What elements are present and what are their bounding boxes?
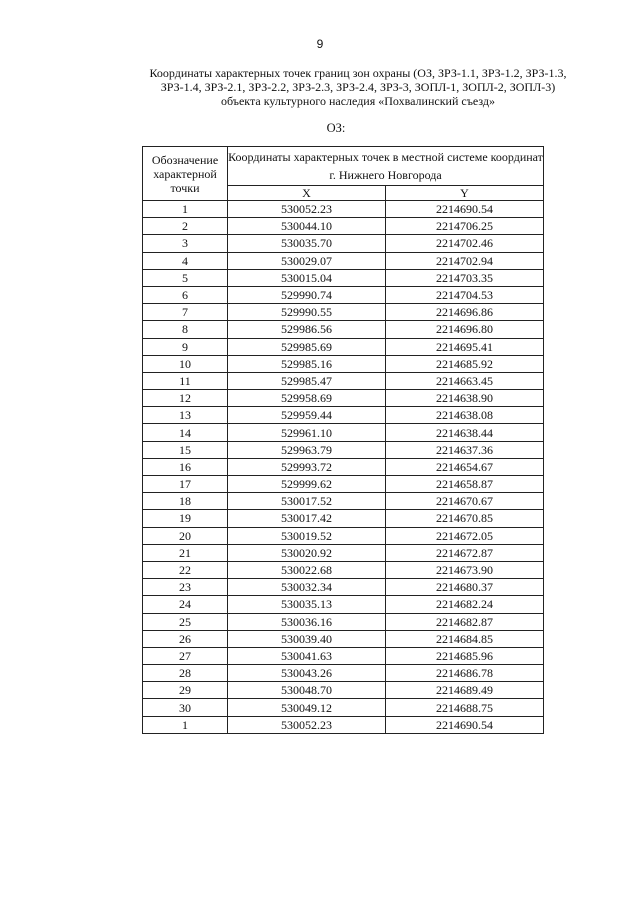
cell-y: 2214688.75 — [386, 699, 544, 716]
cell-y: 2214680.37 — [386, 579, 544, 596]
cell-y: 2214702.46 — [386, 235, 544, 252]
cell-y: 2214690.54 — [386, 201, 544, 218]
cell-point: 21 — [143, 544, 228, 561]
cell-point: 29 — [143, 682, 228, 699]
cell-x: 529986.56 — [228, 321, 386, 338]
header-y: Y — [386, 186, 544, 201]
cell-point: 25 — [143, 613, 228, 630]
cell-x: 529963.79 — [228, 441, 386, 458]
cell-y: 2214695.41 — [386, 338, 544, 355]
cell-y: 2214638.90 — [386, 390, 544, 407]
table-row — [143, 596, 544, 613]
cell-y: 2214673.90 — [386, 561, 544, 578]
cell-point: 5 — [143, 269, 228, 286]
cell-x: 530019.52 — [228, 527, 386, 544]
cell-x: 530048.70 — [228, 682, 386, 699]
header-x: X — [228, 186, 386, 201]
table-row — [143, 527, 544, 544]
cell-x: 530035.70 — [228, 235, 386, 252]
cell-x: 530049.12 — [228, 699, 386, 716]
cell-x: 530017.52 — [228, 493, 386, 510]
cell-x: 530029.07 — [228, 252, 386, 269]
cell-x: 529985.69 — [228, 338, 386, 355]
cell-point: 2 — [143, 218, 228, 235]
cell-x: 529961.10 — [228, 424, 386, 441]
section-label: ОЗ: — [326, 121, 346, 135]
cell-y: 2214689.49 — [386, 682, 544, 699]
cell-point: 12 — [143, 390, 228, 407]
table-row — [143, 476, 544, 493]
header-point: Обозначение характерной точки — [143, 147, 228, 201]
cell-y: 2214637.36 — [386, 441, 544, 458]
cell-point: 13 — [143, 407, 228, 424]
table-row — [143, 252, 544, 269]
cell-y: 2214663.45 — [386, 372, 544, 389]
cell-x: 530036.16 — [228, 613, 386, 630]
table-row — [143, 355, 544, 372]
table-header-row — [143, 147, 544, 186]
cell-y: 2214696.86 — [386, 304, 544, 321]
table-row — [143, 716, 544, 733]
cell-x: 530017.42 — [228, 510, 386, 527]
table-row — [143, 441, 544, 458]
cell-x: 530020.92 — [228, 544, 386, 561]
table-row — [143, 201, 544, 218]
cell-x: 529990.74 — [228, 286, 386, 303]
cell-x: 529990.55 — [228, 304, 386, 321]
cell-y: 2214702.94 — [386, 252, 544, 269]
cell-point: 19 — [143, 510, 228, 527]
cell-point: 6 — [143, 286, 228, 303]
title-line: Координаты характерных точек границ зон охраны (ОЗ, ЗРЗ-1.1, ЗРЗ-1.2, ЗРЗ-1.3, — [149, 66, 567, 80]
cell-point: 23 — [143, 579, 228, 596]
cell-y: 2214670.85 — [386, 510, 544, 527]
cell-x: 530039.40 — [228, 630, 386, 647]
header-coordinates: Координаты характерных точек в местной системе координат г. Нижнего Новгорода — [228, 147, 544, 186]
table-row — [143, 338, 544, 355]
cell-point: 20 — [143, 527, 228, 544]
cell-y: 2214682.87 — [386, 613, 544, 630]
cell-x: 530052.23 — [228, 201, 386, 218]
table-row — [143, 510, 544, 527]
table-row — [143, 407, 544, 424]
cell-x: 529959.44 — [228, 407, 386, 424]
table-row — [143, 682, 544, 699]
cell-y: 2214690.54 — [386, 716, 544, 733]
table-row — [143, 458, 544, 475]
table-row — [143, 235, 544, 252]
cell-y: 2214638.08 — [386, 407, 544, 424]
cell-y: 2214670.67 — [386, 493, 544, 510]
cell-x: 529985.47 — [228, 372, 386, 389]
cell-point: 10 — [143, 355, 228, 372]
cell-y: 2214684.85 — [386, 630, 544, 647]
cell-point: 24 — [143, 596, 228, 613]
cell-y: 2214685.92 — [386, 355, 544, 372]
cell-x: 529999.62 — [228, 476, 386, 493]
cell-point: 1 — [143, 201, 228, 218]
cell-point: 7 — [143, 304, 228, 321]
cell-x: 530035.13 — [228, 596, 386, 613]
cell-x: 530022.68 — [228, 561, 386, 578]
table-row — [143, 647, 544, 664]
cell-x: 529985.16 — [228, 355, 386, 372]
cell-x: 530043.26 — [228, 665, 386, 682]
cell-y: 2214704.53 — [386, 286, 544, 303]
table-row — [143, 699, 544, 716]
table-body — [143, 201, 544, 734]
table-row — [143, 218, 544, 235]
table-row — [143, 269, 544, 286]
cell-x: 530015.04 — [228, 269, 386, 286]
cell-point: 4 — [143, 252, 228, 269]
table-row — [143, 579, 544, 596]
cell-y: 2214696.80 — [386, 321, 544, 338]
cell-y: 2214685.96 — [386, 647, 544, 664]
cell-point: 15 — [143, 441, 228, 458]
cell-point: 28 — [143, 665, 228, 682]
cell-y: 2214658.87 — [386, 476, 544, 493]
table-row — [143, 665, 544, 682]
table-row — [143, 321, 544, 338]
table-row — [143, 613, 544, 630]
cell-y: 2214706.25 — [386, 218, 544, 235]
cell-point: 14 — [143, 424, 228, 441]
cell-y: 2214682.24 — [386, 596, 544, 613]
table-row — [143, 390, 544, 407]
document-title — [118, 66, 598, 108]
page-number: 9 — [316, 37, 324, 51]
cell-point: 27 — [143, 647, 228, 664]
cell-x: 529958.69 — [228, 390, 386, 407]
cell-x: 530052.23 — [228, 716, 386, 733]
cell-x: 529993.72 — [228, 458, 386, 475]
cell-point: 1 — [143, 716, 228, 733]
coordinates-table — [142, 146, 544, 734]
cell-y: 2214672.87 — [386, 544, 544, 561]
table-row — [143, 304, 544, 321]
cell-point: 16 — [143, 458, 228, 475]
table-row — [143, 424, 544, 441]
table-row — [143, 372, 544, 389]
cell-y: 2214703.35 — [386, 269, 544, 286]
table-row — [143, 286, 544, 303]
cell-x: 530032.34 — [228, 579, 386, 596]
cell-x: 530044.10 — [228, 218, 386, 235]
cell-point: 30 — [143, 699, 228, 716]
cell-point: 9 — [143, 338, 228, 355]
cell-point: 17 — [143, 476, 228, 493]
title-line: ЗРЗ-1.4, ЗРЗ-2.1, ЗРЗ-2.2, ЗРЗ-2.3, ЗРЗ-2.4, ЗРЗ-3, ЗОПЛ-1, ЗОПЛ-2, ЗОПЛ-3) — [160, 80, 556, 94]
cell-point: 11 — [143, 372, 228, 389]
table-row — [143, 630, 544, 647]
cell-y: 2214654.67 — [386, 458, 544, 475]
cell-x: 530041.63 — [228, 647, 386, 664]
table-row — [143, 561, 544, 578]
cell-point: 8 — [143, 321, 228, 338]
table-row — [143, 544, 544, 561]
table-row — [143, 493, 544, 510]
title-line: объекта культурного наследия «Похвалинский съезд» — [220, 94, 496, 108]
cell-point: 26 — [143, 630, 228, 647]
cell-point: 3 — [143, 235, 228, 252]
cell-point: 22 — [143, 561, 228, 578]
cell-y: 2214672.05 — [386, 527, 544, 544]
cell-y: 2214686.78 — [386, 665, 544, 682]
cell-y: 2214638.44 — [386, 424, 544, 441]
cell-point: 18 — [143, 493, 228, 510]
